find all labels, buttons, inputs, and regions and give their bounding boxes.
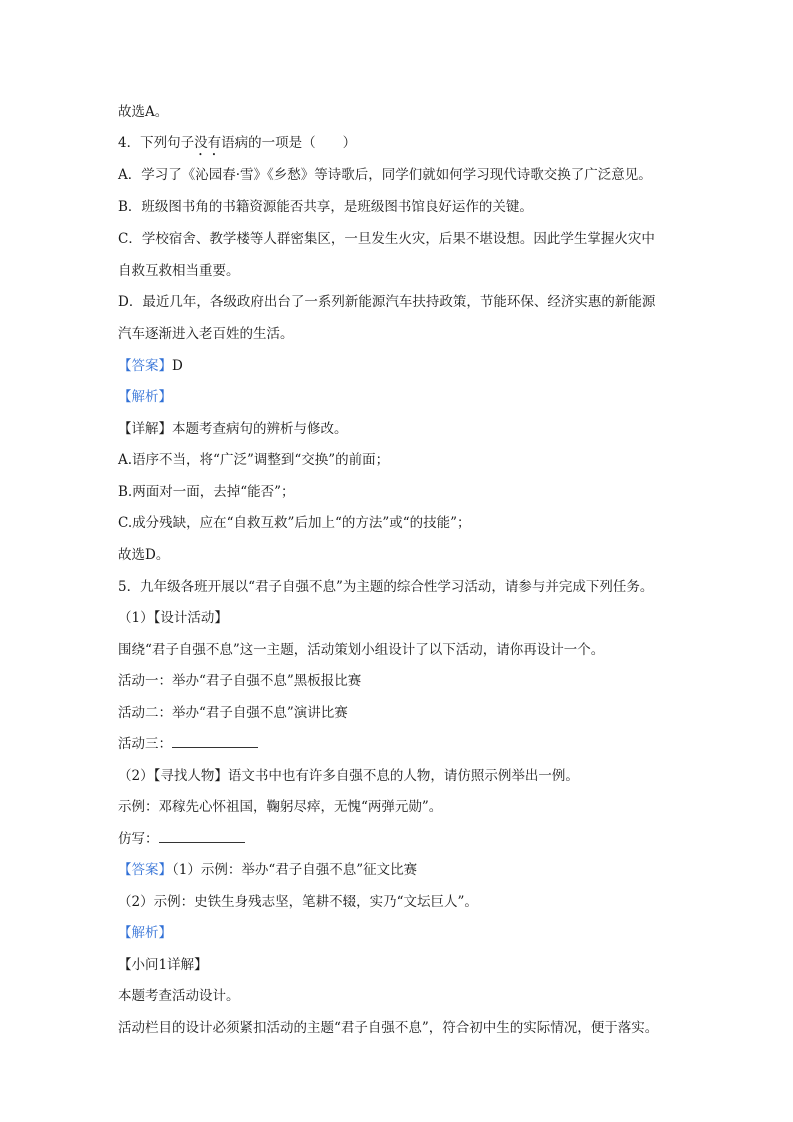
q5-stem: 5．九年级各班开展以“君子自强不息”为主题的综合性学习活动，请参与并完成下列任务。 [118,579,654,595]
q5-imitate [118,830,245,848]
q4-answer-value: D [172,358,183,374]
q4-conclusion: 故选D。 [118,547,170,563]
q4-option-c-line1: C．学校宿舍、教学楼等人群密集区，一旦发生火灾，后果不堪设想。因此学生掌握火灾中 [118,231,655,247]
q4-option-a: A．学习了《沁园春·雪》《乡愁》等诗歌后，同学们就如何学习现代诗歌交换了广泛意见。 [118,167,652,183]
q5-sub1-title: 【小问1详解】 [118,957,208,973]
q5-answer1 [118,861,417,879]
answer-tag: 【答案】 [118,358,172,374]
q4-option-b: B．班级图书角的书籍资源能否共享，是班级图书馆良好运作的关键。 [118,199,533,215]
q5-activity3-label: 活动三： [118,736,172,752]
q5-part1-title: （1）【设计活动】 [118,610,228,626]
q4-answer [118,357,183,375]
q4-explain-a: A.语序不当，将“广泛”调整到“交换”的前面； [118,452,390,468]
q4-stem-prefix: 4．下列句子 [118,135,195,151]
q4-stem [118,134,356,159]
q5-part1-desc: 围绕“君子自强不息”这一主题，活动策划小组设计了以下活动，请你再设计一个。 [118,642,605,658]
answer-tag: 【答案】 [118,862,172,878]
q4-stem-emphasis: 没有 [194,135,222,151]
q5-answer2: （2）示例：史铁生身残志坚，笔耕不辍，实乃“文坛巨人”。 [118,894,478,910]
q5-analysis-tag: 【解析】 [118,925,172,941]
answer-blank [172,735,258,748]
q5-imitate-label: 仿写： [118,831,159,847]
q5-activity2: 活动二：举办“君子自强不息”演讲比赛 [118,705,348,721]
q4-detail: 【详解】本题考查病句的辨析与修改。 [118,421,348,437]
q4-analysis-tag: 【解析】 [118,389,172,405]
q4-option-d-line2: 汽车逐渐进入老百姓的生活。 [118,326,294,342]
q4-stem-suffix: 语病的一项是（ ） [221,135,357,151]
q5-activity1: 活动一：举办“君子自强不息”黑板报比赛 [118,673,362,689]
q5-part2-title: （2）【寻找人物】语文书中也有许多自强不息的人物，请仿照示例举出一例。 [118,768,579,784]
q5-sub1-line2: 活动栏目的设计必须紧扣活动的主题“君子自强不息”，符合初中生的实际情况，便于落实。 [118,1020,659,1036]
q3-conclusion: 故选A。 [118,104,169,120]
q5-example: 示例：邓稼先心怀祖国，鞠躬尽瘁，无愧“两弹元勋”。 [118,799,443,815]
q5-activity3 [118,735,258,753]
answer-blank [159,830,245,843]
q4-explain-b: B.两面对一面，去掉“能否”； [118,484,295,500]
q4-explain-c: C.成分残缺，应在“自救互救”后加上“的方法”或“的技能”； [118,515,471,531]
q4-option-c-line2: 自救互救相当重要。 [118,263,240,279]
q4-option-d-line1: D．最近几年，各级政府出台了一系列新能源汽车扶持政策，节能环保、经济实惠的新能源 [118,294,656,310]
q5-answer1-text: （1）示例：举办“君子自强不息”征文比赛 [172,862,418,878]
q5-sub1-line1: 本题考查活动设计。 [118,988,240,1004]
